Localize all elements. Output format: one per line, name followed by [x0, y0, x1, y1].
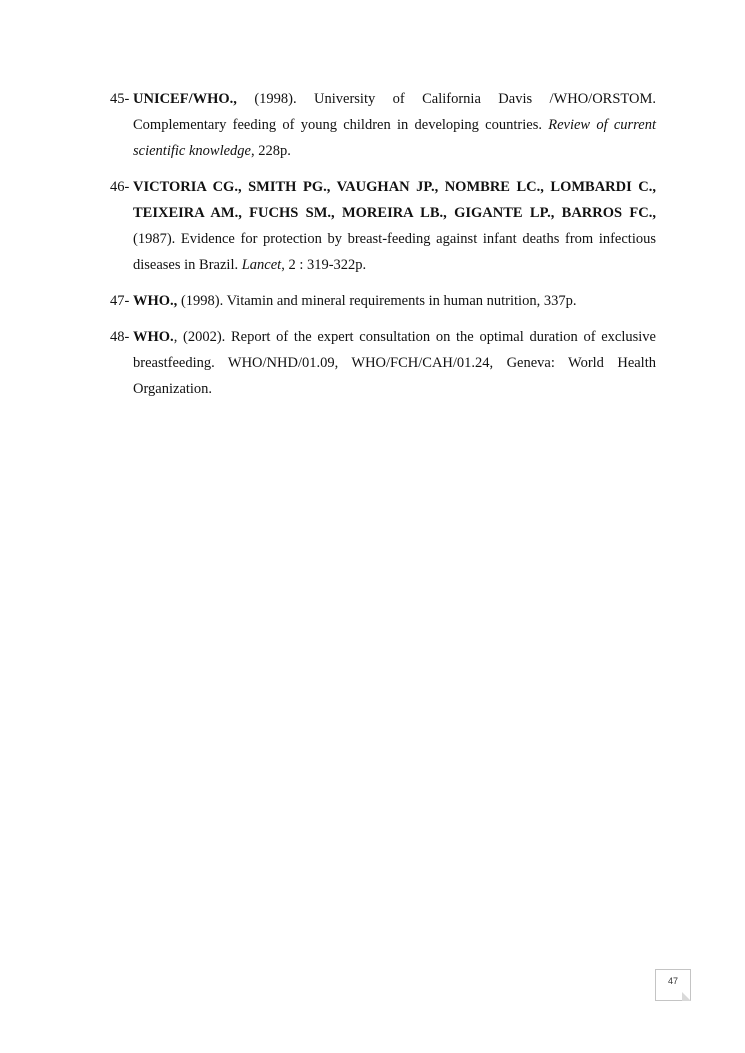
- reference-authors: VICTORIA CG., SMITH PG., VAUGHAN JP., NOMBRE LC., LOMBARDI C., TEIXEIRA AM., FUCHS SM., MOREIRA LB., GIGANTE LP., BARROS FC.,: [133, 179, 656, 221]
- reference-item-48: [110, 324, 656, 402]
- reference-item-47: [110, 288, 656, 314]
- reference-authors: WHO.: [133, 329, 174, 345]
- reference-journal: Lancet: [241, 257, 282, 273]
- reference-item-45: [110, 86, 656, 164]
- reference-number: 45-: [110, 91, 130, 107]
- reference-text: (1987). Evidence for protection by breast-feeding against infant deaths from infectious diseases in Brazil.: [133, 231, 656, 273]
- page-number: 47: [667, 976, 678, 986]
- reference-text: , (2002). Report of the expert consultation on the optimal duration of exclusive breastfeeding. WHO/NHD/01.09, WHO/FCH/CAH/01.24, Geneva: World Health Organization.: [133, 329, 656, 397]
- reference-pages: , 2 : 319-322p.: [281, 257, 367, 273]
- reference-number: 46-: [110, 179, 130, 195]
- reference-list: [110, 86, 656, 412]
- reference-number: 47-: [110, 293, 130, 309]
- reference-text: (1998). University of California Davis /WHO/ORSTOM. Complementary feeding of young children in developing countries.: [133, 91, 656, 133]
- reference-text: (1998). Vitamin and mineral requirements in human nutrition, 337p.: [177, 293, 577, 309]
- page-number-box: [655, 969, 691, 1001]
- reference-number: 48-: [110, 329, 130, 345]
- reference-pages: , 228p.: [250, 143, 291, 159]
- reference-authors: WHO.,: [133, 293, 178, 309]
- reference-authors: UNICEF/WHO.,: [133, 91, 237, 107]
- reference-journal: Review of current scientific knowledge: [133, 117, 657, 159]
- reference-item-46: [110, 174, 656, 278]
- page-fold-icon: [682, 992, 691, 1001]
